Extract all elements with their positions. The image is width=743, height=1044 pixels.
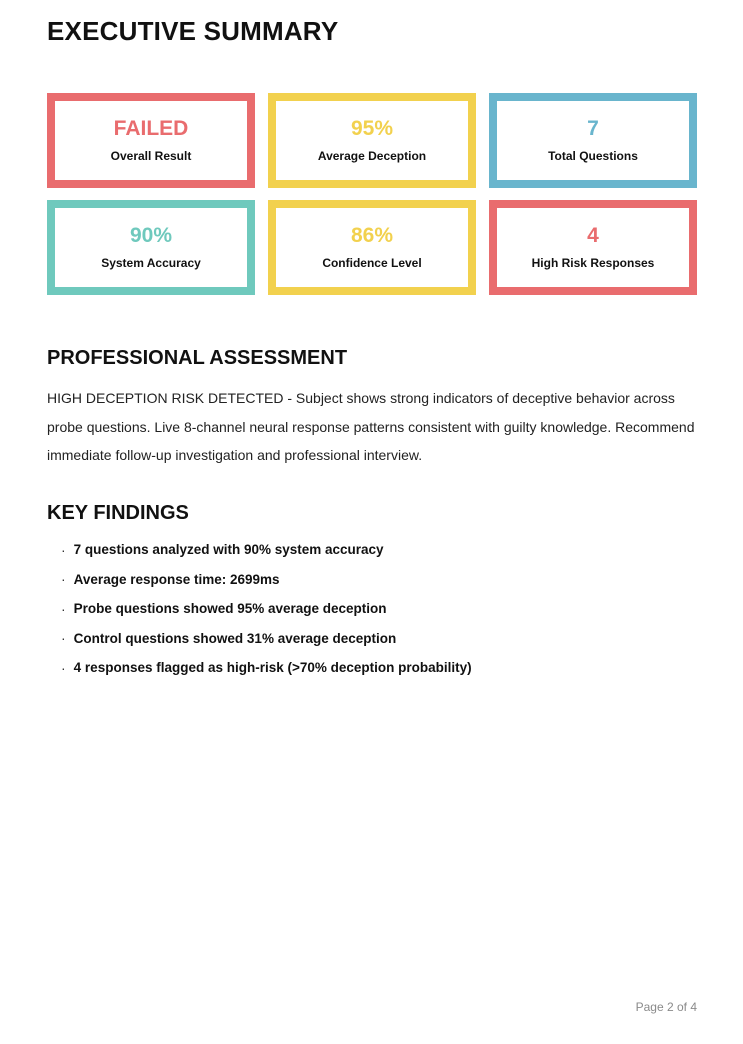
stat-label: High Risk Responses <box>531 256 655 271</box>
assessment-body: HIGH DECEPTION RISK DETECTED - Subject shows strong indicators of deceptive behavior across probe questions. Live 8-channel neural response patterns consistent with guilty knowledge. Recommend immediate follow-up investigation and professional interview. <box>47 389 695 464</box>
stat-card-system-accuracy <box>47 200 255 295</box>
stat-card-average-deception <box>268 93 476 188</box>
finding-text: Average response time: 2699ms <box>73 571 280 587</box>
page-title: EXECUTIVE SUMMARY <box>47 16 339 46</box>
bullet-dot-icon: · <box>61 600 66 617</box>
finding-item <box>61 661 697 675</box>
finding-item <box>61 572 697 586</box>
assessment-heading: PROFESSIONAL ASSESSMENT <box>47 346 348 369</box>
finding-item <box>61 631 697 645</box>
stat-value: 4 <box>587 224 599 248</box>
stat-label: Average Deception <box>317 149 427 164</box>
finding-text: Probe questions showed 95% average deception <box>73 601 387 617</box>
stat-value: 90% <box>129 224 173 248</box>
stat-value: 86% <box>350 224 394 248</box>
stat-value: FAILED <box>113 117 189 141</box>
stat-card-high-risk-responses <box>489 200 697 295</box>
key-findings-list <box>47 543 697 675</box>
finding-text: 7 questions analyzed with 90% system accuracy <box>73 542 384 558</box>
bullet-dot-icon: · <box>61 541 66 558</box>
summary-cards-grid <box>47 93 697 295</box>
stat-value: 95% <box>350 117 394 141</box>
stat-card-confidence-level <box>268 200 476 295</box>
stat-label: Total Questions <box>548 149 638 164</box>
stat-card-total-questions <box>489 93 697 188</box>
page-number: Page 2 of 4 <box>635 1000 697 1014</box>
finding-text: 4 responses flagged as high-risk (>70% deception probability) <box>73 660 472 676</box>
stat-value: 7 <box>587 117 599 141</box>
finding-text: Control questions showed 31% average deception <box>73 630 397 646</box>
stat-label: Overall Result <box>110 149 192 164</box>
bullet-dot-icon: · <box>61 659 66 676</box>
finding-item <box>61 543 697 557</box>
stat-label: Confidence Level <box>322 256 422 271</box>
bullet-dot-icon: · <box>61 630 66 647</box>
stat-card-overall-result <box>47 93 255 188</box>
finding-item <box>61 602 697 616</box>
key-findings-heading: KEY FINDINGS <box>47 501 189 524</box>
stat-label: System Accuracy <box>101 256 201 271</box>
bullet-dot-icon: · <box>61 571 66 588</box>
